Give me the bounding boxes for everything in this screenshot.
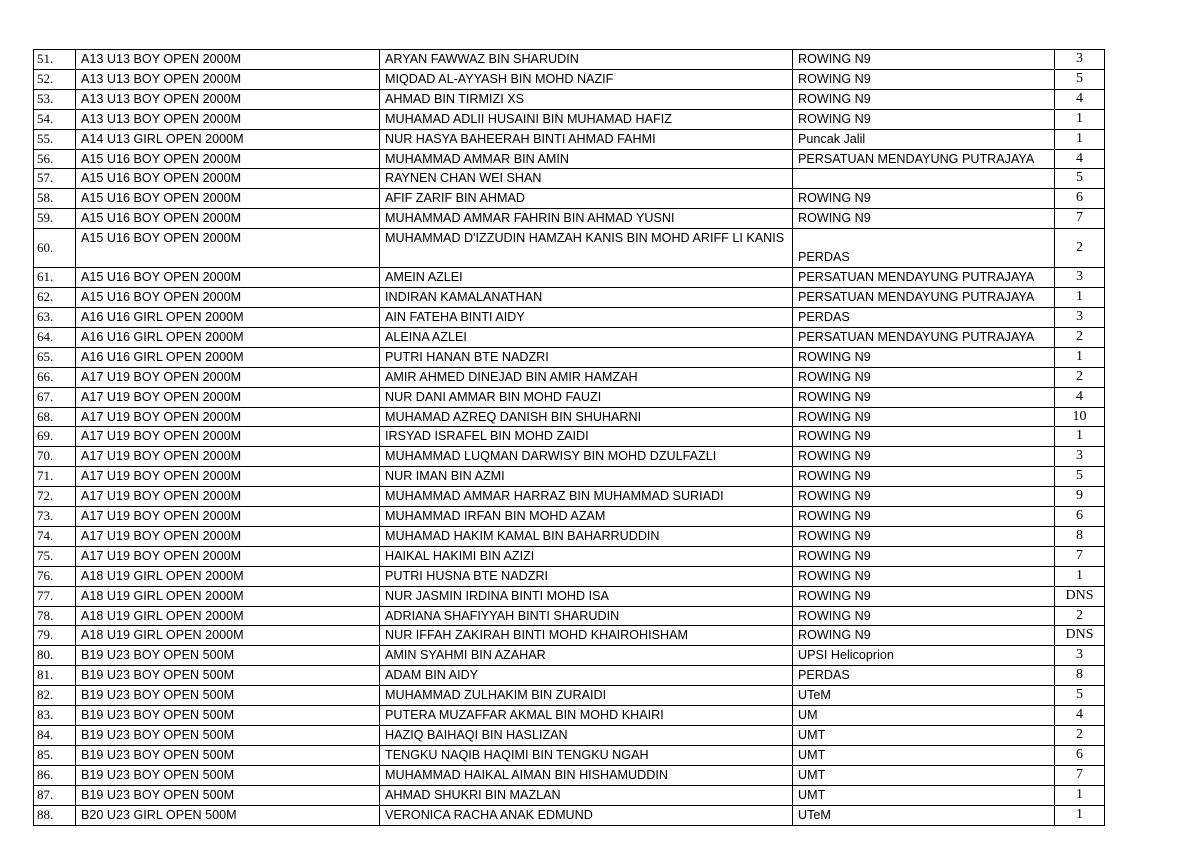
row-number: 56. xyxy=(34,149,76,169)
row-number: 51. xyxy=(34,50,76,70)
club-cell: UMT xyxy=(793,726,1055,746)
club-cell: ROWING N9 xyxy=(793,447,1055,467)
athlete-name-cell: AMIR AHMED DINEJAD BIN AMIR HAMZAH xyxy=(380,367,793,387)
table-row xyxy=(34,129,1105,149)
event-cell: A17 U19 BOY OPEN 2000M xyxy=(76,387,380,407)
rank-cell: 2 xyxy=(1055,327,1105,347)
rank-cell: 7 xyxy=(1055,209,1105,229)
event-cell: A13 U13 BOY OPEN 2000M xyxy=(76,109,380,129)
table-row xyxy=(34,586,1105,606)
club-cell: PERDAS xyxy=(793,307,1055,327)
row-number: 54. xyxy=(34,109,76,129)
table-row xyxy=(34,706,1105,726)
event-cell: A13 U13 BOY OPEN 2000M xyxy=(76,50,380,70)
event-cell: A14 U13 GIRL OPEN 2000M xyxy=(76,129,380,149)
event-cell: A16 U16 GIRL OPEN 2000M xyxy=(76,307,380,327)
row-number: 81. xyxy=(34,666,76,686)
results-table xyxy=(33,49,1105,826)
table-row xyxy=(34,507,1105,527)
rank-cell: 1 xyxy=(1055,129,1105,149)
athlete-name-cell: MUHAMAD ADLII HUSAINI BIN MUHAMAD HAFIZ xyxy=(380,109,793,129)
row-number: 80. xyxy=(34,646,76,666)
club-cell: ROWING N9 xyxy=(793,507,1055,527)
athlete-name-cell: AHMAD BIN TIRMIZI XS xyxy=(380,89,793,109)
row-number: 53. xyxy=(34,89,76,109)
row-number: 78. xyxy=(34,606,76,626)
athlete-name-cell: AMIN SYAHMI BIN AZAHAR xyxy=(380,646,793,666)
table-row xyxy=(34,606,1105,626)
athlete-name-cell: IRSYAD ISRAFEL BIN MOHD ZAIDI xyxy=(380,427,793,447)
rank-cell: 6 xyxy=(1055,745,1105,765)
rank-cell: 1 xyxy=(1055,805,1105,825)
table-row xyxy=(34,327,1105,347)
club-cell: Puncak Jalil xyxy=(793,129,1055,149)
rank-cell: 2 xyxy=(1055,726,1105,746)
row-number: 59. xyxy=(34,209,76,229)
table-row xyxy=(34,646,1105,666)
event-cell: B19 U23 BOY OPEN 500M xyxy=(76,726,380,746)
athlete-name-cell: VERONICA RACHA ANAK EDMUND xyxy=(380,805,793,825)
table-row xyxy=(34,367,1105,387)
club-cell: ROWING N9 xyxy=(793,209,1055,229)
table-row xyxy=(34,805,1105,825)
club-cell: ROWING N9 xyxy=(793,467,1055,487)
club-cell: ROWING N9 xyxy=(793,347,1055,367)
row-number: 61. xyxy=(34,268,76,288)
row-number: 85. xyxy=(34,745,76,765)
event-cell: A17 U19 BOY OPEN 2000M xyxy=(76,487,380,507)
table-row xyxy=(34,447,1105,467)
event-cell: B19 U23 BOY OPEN 500M xyxy=(76,765,380,785)
table-row xyxy=(34,785,1105,805)
table-row xyxy=(34,169,1105,189)
row-number: 63. xyxy=(34,307,76,327)
rank-cell: 3 xyxy=(1055,307,1105,327)
athlete-name-cell: MUHAMMAD ZULHAKIM BIN ZURAIDI xyxy=(380,686,793,706)
table-row xyxy=(34,50,1105,70)
club-cell: ROWING N9 xyxy=(793,606,1055,626)
club-cell: UMT xyxy=(793,745,1055,765)
athlete-name-cell: PUTRI HANAN BTE NADZRI xyxy=(380,347,793,367)
row-number: 57. xyxy=(34,169,76,189)
rank-cell: 4 xyxy=(1055,387,1105,407)
rank-cell: 6 xyxy=(1055,189,1105,209)
event-cell: A17 U19 BOY OPEN 2000M xyxy=(76,367,380,387)
row-number: 79. xyxy=(34,626,76,646)
table-row xyxy=(34,427,1105,447)
row-number: 71. xyxy=(34,467,76,487)
club-cell: UTeM xyxy=(793,805,1055,825)
rank-cell: 1 xyxy=(1055,785,1105,805)
table-row xyxy=(34,546,1105,566)
club-cell: ROWING N9 xyxy=(793,626,1055,646)
club-cell: UMT xyxy=(793,785,1055,805)
event-cell: B20 U23 GIRL OPEN 500M xyxy=(76,805,380,825)
athlete-name-cell: ADAM BIN AIDY xyxy=(380,666,793,686)
table-row xyxy=(34,526,1105,546)
table-row xyxy=(34,745,1105,765)
table-row xyxy=(34,407,1105,427)
event-cell: A15 U16 BOY OPEN 2000M xyxy=(76,288,380,308)
club-cell: ROWING N9 xyxy=(793,526,1055,546)
event-cell: B19 U23 BOY OPEN 500M xyxy=(76,745,380,765)
table-row xyxy=(34,626,1105,646)
event-cell: A18 U19 GIRL OPEN 2000M xyxy=(76,606,380,626)
row-number: 75. xyxy=(34,546,76,566)
club-cell: ROWING N9 xyxy=(793,546,1055,566)
table-row xyxy=(34,566,1105,586)
event-cell: B19 U23 BOY OPEN 500M xyxy=(76,785,380,805)
athlete-name-cell: PUTERA MUZAFFAR AKMAL BIN MOHD KHAIRI xyxy=(380,706,793,726)
event-cell: A15 U16 BOY OPEN 2000M xyxy=(76,268,380,288)
athlete-name-cell: NUR HASYA BAHEERAH BINTI AHMAD FAHMI xyxy=(380,129,793,149)
club-cell: ROWING N9 xyxy=(793,367,1055,387)
row-number: 58. xyxy=(34,189,76,209)
rank-cell: 10 xyxy=(1055,407,1105,427)
athlete-name-cell: PUTRI HUSNA BTE NADZRI xyxy=(380,566,793,586)
table-row xyxy=(34,307,1105,327)
rank-cell: 3 xyxy=(1055,50,1105,70)
club-cell: ROWING N9 xyxy=(793,189,1055,209)
event-cell: A15 U16 BOY OPEN 2000M xyxy=(76,229,380,268)
club-cell: UTeM xyxy=(793,686,1055,706)
event-cell: A17 U19 BOY OPEN 2000M xyxy=(76,507,380,527)
athlete-name-cell: RAYNEN CHAN WEI SHAN xyxy=(380,169,793,189)
athlete-name-cell: MUHAMMAD AMMAR BIN AMIN xyxy=(380,149,793,169)
row-number: 73. xyxy=(34,507,76,527)
table-row xyxy=(34,765,1105,785)
rank-cell: 7 xyxy=(1055,546,1105,566)
athlete-name-cell: ALEINA AZLEI xyxy=(380,327,793,347)
athlete-name-cell: MUHAMMAD AMMAR FAHRIN BIN AHMAD YUSNI xyxy=(380,209,793,229)
rank-cell: 4 xyxy=(1055,149,1105,169)
row-number: 55. xyxy=(34,129,76,149)
row-number: 88. xyxy=(34,805,76,825)
rank-cell: 9 xyxy=(1055,487,1105,507)
event-cell: B19 U23 BOY OPEN 500M xyxy=(76,686,380,706)
event-cell: A17 U19 BOY OPEN 2000M xyxy=(76,526,380,546)
row-number: 60. xyxy=(34,229,76,268)
row-number: 68. xyxy=(34,407,76,427)
club-cell: ROWING N9 xyxy=(793,427,1055,447)
table-row xyxy=(34,89,1105,109)
row-number: 70. xyxy=(34,447,76,467)
table-row xyxy=(34,467,1105,487)
event-cell: B19 U23 BOY OPEN 500M xyxy=(76,666,380,686)
club-cell: UM xyxy=(793,706,1055,726)
athlete-name-cell: MUHAMMAD AMMAR HARRAZ BIN MUHAMMAD SURIADI xyxy=(380,487,793,507)
event-cell: A15 U16 BOY OPEN 2000M xyxy=(76,169,380,189)
event-cell: A13 U13 BOY OPEN 2000M xyxy=(76,89,380,109)
rank-cell: 5 xyxy=(1055,686,1105,706)
rank-cell: 1 xyxy=(1055,109,1105,129)
row-number: 82. xyxy=(34,686,76,706)
athlete-name-cell: TENGKU NAQIB HAQIMI BIN TENGKU NGAH xyxy=(380,745,793,765)
table-row xyxy=(34,69,1105,89)
event-cell: A17 U19 BOY OPEN 2000M xyxy=(76,447,380,467)
club-cell: ROWING N9 xyxy=(793,586,1055,606)
row-number: 62. xyxy=(34,288,76,308)
rank-cell: 1 xyxy=(1055,427,1105,447)
table-row xyxy=(34,268,1105,288)
club-cell: ROWING N9 xyxy=(793,69,1055,89)
athlete-name-cell: HAIKAL HAKIMI BIN AZIZI xyxy=(380,546,793,566)
athlete-name-cell: MUHAMMAD D'IZZUDIN HAMZAH KANIS BIN MOHD ARIFF LI KANIS xyxy=(380,229,793,268)
event-cell: B19 U23 BOY OPEN 500M xyxy=(76,646,380,666)
event-cell: A18 U19 GIRL OPEN 2000M xyxy=(76,566,380,586)
table-row xyxy=(34,686,1105,706)
row-number: 87. xyxy=(34,785,76,805)
event-cell: B19 U23 BOY OPEN 500M xyxy=(76,706,380,726)
athlete-name-cell: ADRIANA SHAFIYYAH BINTI SHARUDIN xyxy=(380,606,793,626)
club-cell: ROWING N9 xyxy=(793,566,1055,586)
athlete-name-cell: ARYAN FAWWAZ BIN SHARUDIN xyxy=(380,50,793,70)
table-row xyxy=(34,209,1105,229)
rank-cell: 8 xyxy=(1055,666,1105,686)
rank-cell: 5 xyxy=(1055,467,1105,487)
rank-cell: 7 xyxy=(1055,765,1105,785)
club-cell: PERDAS xyxy=(793,229,1055,268)
rank-cell: 1 xyxy=(1055,566,1105,586)
club-cell: PERSATUAN MENDAYUNG PUTRAJAYA xyxy=(793,327,1055,347)
athlete-name-cell: MUHAMAD HAKIM KAMAL BIN BAHARRUDDIN xyxy=(380,526,793,546)
row-number: 86. xyxy=(34,765,76,785)
rank-cell: 3 xyxy=(1055,447,1105,467)
athlete-name-cell: NUR DANI AMMAR BIN MOHD FAUZI xyxy=(380,387,793,407)
club-cell: PERDAS xyxy=(793,666,1055,686)
row-number: 77. xyxy=(34,586,76,606)
rank-cell: 3 xyxy=(1055,268,1105,288)
club-cell xyxy=(793,169,1055,189)
event-cell: A17 U19 BOY OPEN 2000M xyxy=(76,427,380,447)
row-number: 69. xyxy=(34,427,76,447)
event-cell: A17 U19 BOY OPEN 2000M xyxy=(76,546,380,566)
athlete-name-cell: NUR IFFAH ZAKIRAH BINTI MOHD KHAIROHISHAM xyxy=(380,626,793,646)
event-cell: A17 U19 BOY OPEN 2000M xyxy=(76,467,380,487)
event-cell: A13 U13 BOY OPEN 2000M xyxy=(76,69,380,89)
club-cell: PERSATUAN MENDAYUNG PUTRAJAYA xyxy=(793,268,1055,288)
club-cell: ROWING N9 xyxy=(793,407,1055,427)
club-cell: UMT xyxy=(793,765,1055,785)
athlete-name-cell: MUHAMAD AZREQ DANISH BIN SHUHARNI xyxy=(380,407,793,427)
rank-cell: 4 xyxy=(1055,89,1105,109)
table-row xyxy=(34,109,1105,129)
table-row xyxy=(34,288,1105,308)
athlete-name-cell: INDIRAN KAMALANATHAN xyxy=(380,288,793,308)
rank-cell: 2 xyxy=(1055,229,1105,268)
athlete-name-cell: MUHAMMAD LUQMAN DARWISY BIN MOHD DZULFAZLI xyxy=(380,447,793,467)
rank-cell: 2 xyxy=(1055,367,1105,387)
table-row xyxy=(34,347,1105,367)
row-number: 72. xyxy=(34,487,76,507)
athlete-name-cell: MUHAMMAD HAIKAL AIMAN BIN HISHAMUDDIN xyxy=(380,765,793,785)
club-cell: UPSI Helicoprion xyxy=(793,646,1055,666)
table-row xyxy=(34,189,1105,209)
event-cell: A18 U19 GIRL OPEN 2000M xyxy=(76,626,380,646)
athlete-name-cell: AIN FATEHA BINTI AIDY xyxy=(380,307,793,327)
rank-cell: 5 xyxy=(1055,169,1105,189)
rank-cell: 5 xyxy=(1055,69,1105,89)
club-cell: PERSATUAN MENDAYUNG PUTRAJAYA xyxy=(793,149,1055,169)
row-number: 84. xyxy=(34,726,76,746)
row-number: 67. xyxy=(34,387,76,407)
club-cell: ROWING N9 xyxy=(793,387,1055,407)
athlete-name-cell: MUHAMMAD IRFAN BIN MOHD AZAM xyxy=(380,507,793,527)
club-cell: ROWING N9 xyxy=(793,50,1055,70)
event-cell: A15 U16 BOY OPEN 2000M xyxy=(76,209,380,229)
club-cell: ROWING N9 xyxy=(793,487,1055,507)
athlete-name-cell: HAZIQ BAIHAQI BIN HASLIZAN xyxy=(380,726,793,746)
rank-cell: DNS xyxy=(1055,586,1105,606)
table-row xyxy=(34,726,1105,746)
athlete-name-cell: NUR IMAN BIN AZMI xyxy=(380,467,793,487)
rank-cell: 4 xyxy=(1055,706,1105,726)
table-row xyxy=(34,229,1105,268)
event-cell: A15 U16 BOY OPEN 2000M xyxy=(76,189,380,209)
row-number: 76. xyxy=(34,566,76,586)
row-number: 65. xyxy=(34,347,76,367)
row-number: 66. xyxy=(34,367,76,387)
table-row xyxy=(34,487,1105,507)
club-cell: PERSATUAN MENDAYUNG PUTRAJAYA xyxy=(793,288,1055,308)
event-cell: A17 U19 BOY OPEN 2000M xyxy=(76,407,380,427)
row-number: 64. xyxy=(34,327,76,347)
rank-cell: 1 xyxy=(1055,347,1105,367)
athlete-name-cell: MIQDAD AL-AYYASH BIN MOHD NAZIF xyxy=(380,69,793,89)
club-cell: ROWING N9 xyxy=(793,89,1055,109)
event-cell: A18 U19 GIRL OPEN 2000M xyxy=(76,586,380,606)
rank-cell: DNS xyxy=(1055,626,1105,646)
athlete-name-cell: AMEIN AZLEI xyxy=(380,268,793,288)
rank-cell: 6 xyxy=(1055,507,1105,527)
table-row xyxy=(34,387,1105,407)
rank-cell: 8 xyxy=(1055,526,1105,546)
row-number: 74. xyxy=(34,526,76,546)
rank-cell: 3 xyxy=(1055,646,1105,666)
rank-cell: 1 xyxy=(1055,288,1105,308)
club-cell: ROWING N9 xyxy=(793,109,1055,129)
event-cell: A16 U16 GIRL OPEN 2000M xyxy=(76,327,380,347)
table-row xyxy=(34,149,1105,169)
row-number: 52. xyxy=(34,69,76,89)
table-row xyxy=(34,666,1105,686)
row-number: 83. xyxy=(34,706,76,726)
results-table-body xyxy=(34,50,1105,826)
event-cell: A15 U16 BOY OPEN 2000M xyxy=(76,149,380,169)
event-cell: A16 U16 GIRL OPEN 2000M xyxy=(76,347,380,367)
athlete-name-cell: NUR JASMIN IRDINA BINTI MOHD ISA xyxy=(380,586,793,606)
rank-cell: 2 xyxy=(1055,606,1105,626)
athlete-name-cell: AFIF ZARIF BIN AHMAD xyxy=(380,189,793,209)
athlete-name-cell: AHMAD SHUKRI BIN MAZLAN xyxy=(380,785,793,805)
